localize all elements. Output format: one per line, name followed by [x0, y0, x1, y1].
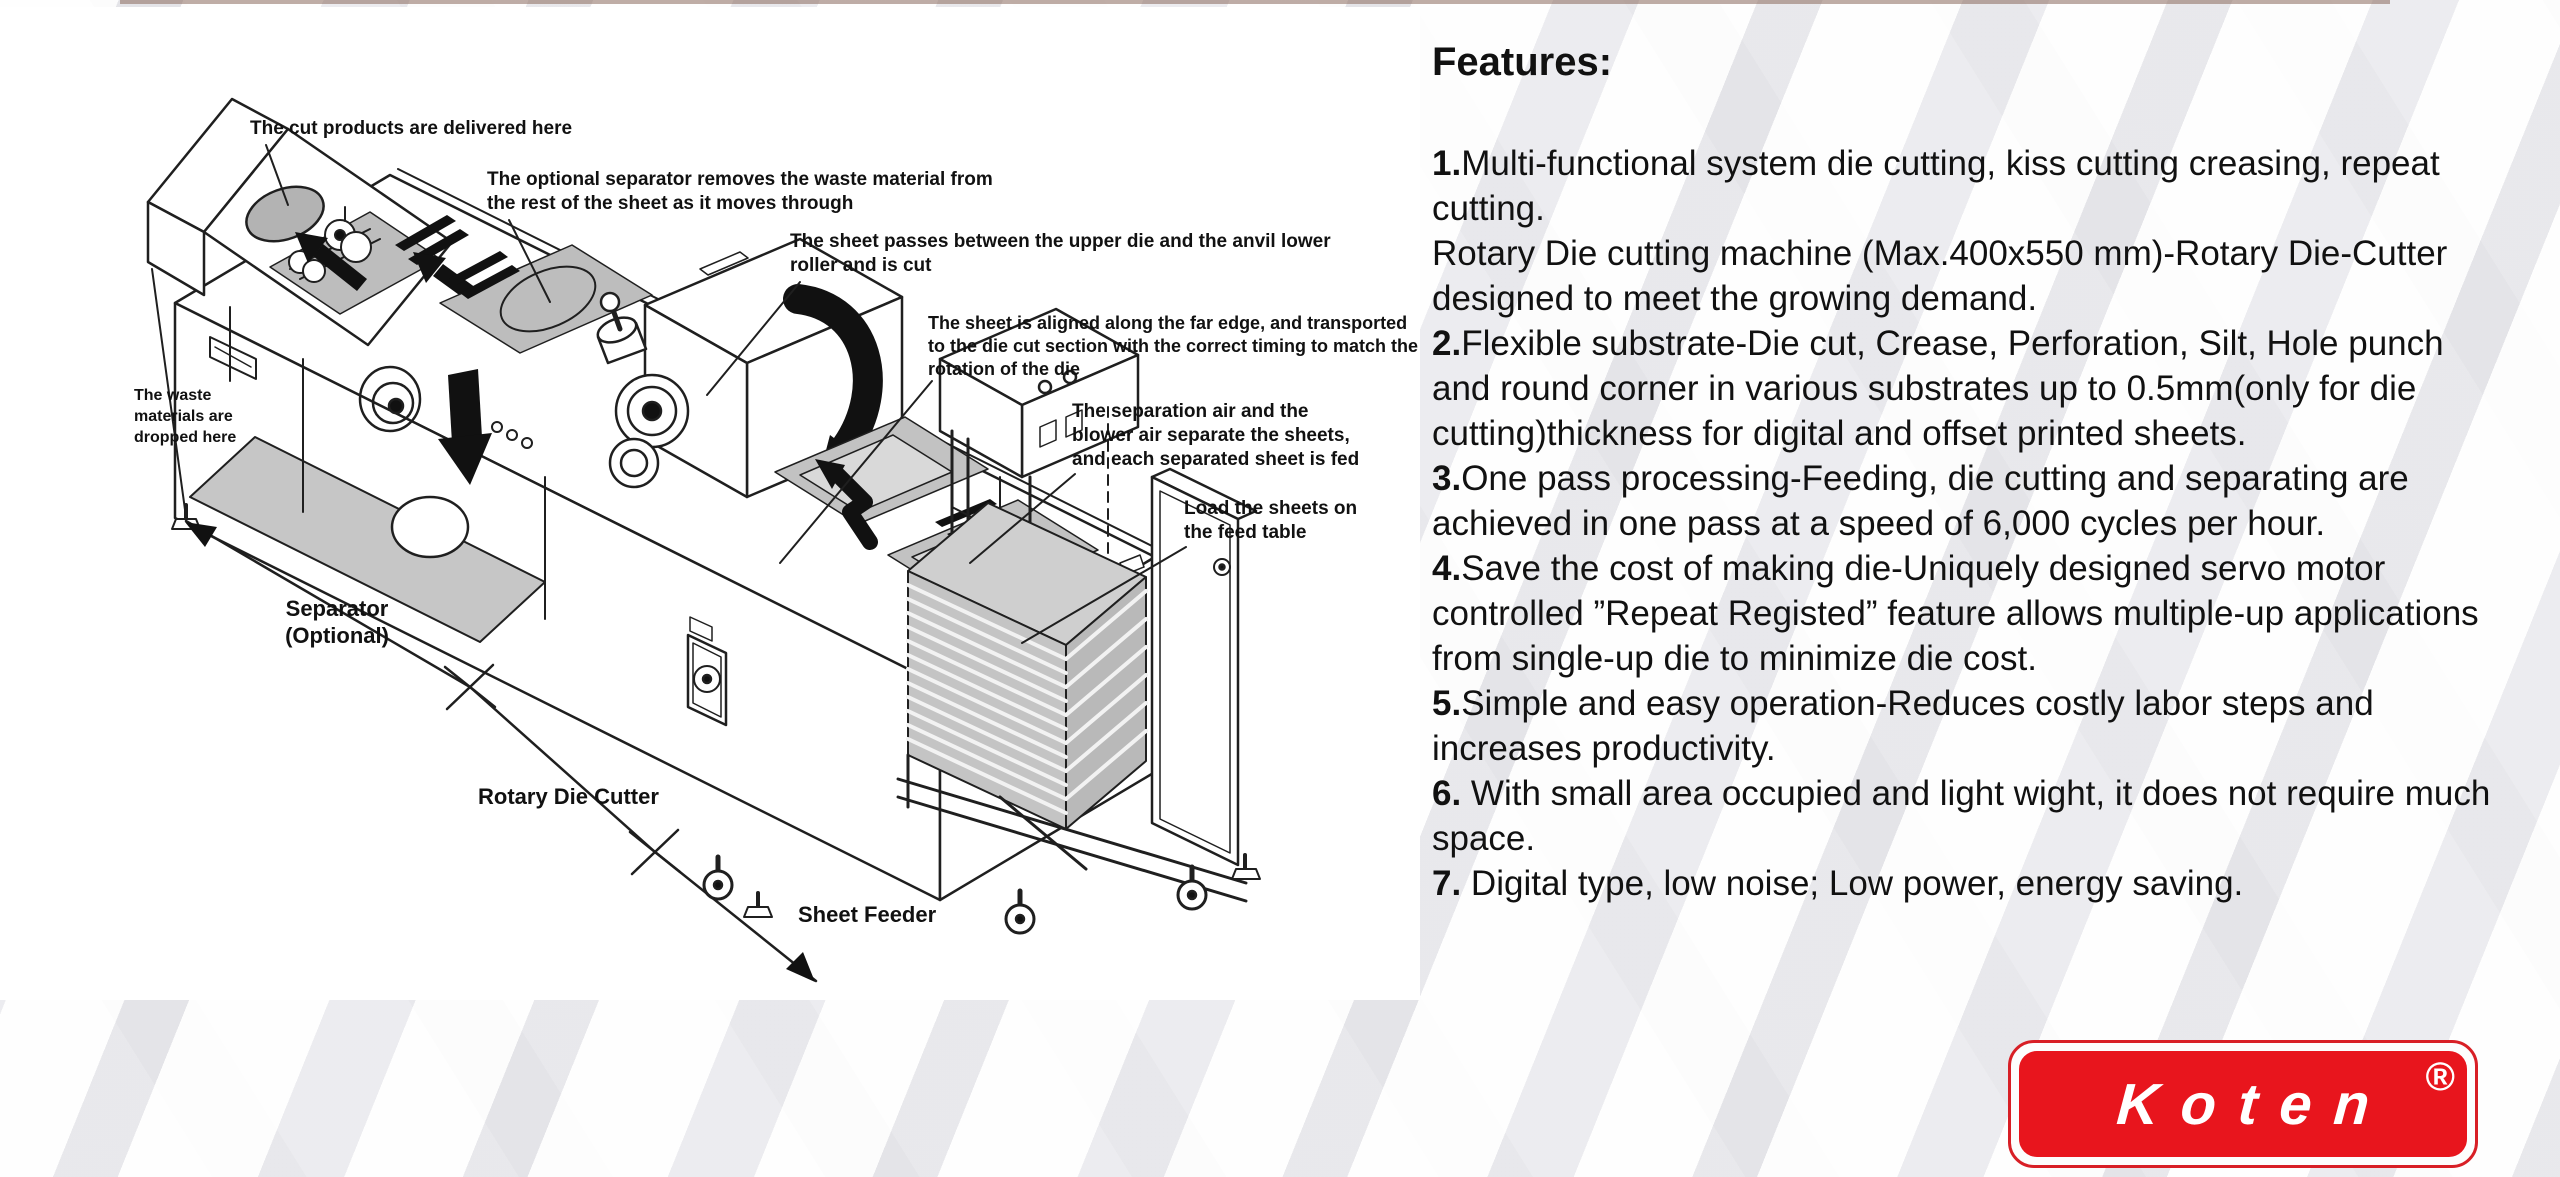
- diagram-label-waste-materials: The waste materials are dropped here: [134, 387, 237, 446]
- diagram-label-separation-air: The separation air and the blower air separate the sheets, and each separated sheet is fed: [1072, 401, 1360, 470]
- feature-item: 1.Multi-functional system die cutting, kiss cutting creasing, repeat cutting.: [1432, 144, 2440, 228]
- diagram-label-sheet-aligned: The sheet is aligned along the far edge, and transported to the die cut section with the correct timing to match the rotation of the die: [928, 313, 1419, 379]
- diagram-label-load-sheets: Load the sheets on the feed table: [1184, 498, 1358, 543]
- diagram-label-rotary-die-cutter: Rotary Die Cutter: [478, 784, 659, 809]
- top-accent-bar: [120, 0, 2390, 4]
- diagram-panel: [0, 7, 1420, 1000]
- feature-item: 6. With small area occupied and light wight, it does not require much space.: [1432, 774, 2491, 858]
- diagram-label-cut-products: The cut products are delivered here: [250, 118, 573, 139]
- feature-item: Rotary Die cutting machine (Max.400x550 mm)-Rotary Die-Cutter designed to meet the growing demand.: [1432, 234, 2448, 318]
- feature-item: 3.One pass processing-Feeding, die cutting and separating are achieved in one pass at a speed of 6,000 cycles per hour.: [1432, 459, 2409, 543]
- feature-item: 5.Simple and easy operation-Reduces costly labor steps and increases productivity.: [1432, 684, 2374, 768]
- registered-trademark-icon: ®: [2425, 1055, 2455, 1099]
- features-heading: Features:: [1432, 40, 1613, 84]
- feature-item: 7. Digital type, low noise; Low power, energy saving.: [1432, 864, 2244, 903]
- feature-item: 2.Flexible substrate-Die cut, Crease, Perforation, Silt, Hole punch and round corner in various substrates up to 0.5mm(only for die cutting)thickness for digital and offset printed sheets.: [1432, 324, 2444, 453]
- features-section: [1432, 40, 2507, 906]
- diagram-label-optional-separator: The optional separator removes the waste material from the rest of the sheet as it moves through: [487, 169, 993, 214]
- diagram-label-separator-optional: Separator (Optional): [285, 596, 389, 648]
- koten-logo-plate: [2019, 1051, 2467, 1157]
- koten-logo-wordmark: Koten: [2114, 1071, 2394, 1137]
- koten-logo: [2008, 1040, 2478, 1168]
- feature-item: 4.Save the cost of making die-Uniquely designed servo motor controlled ”Repeat Registed” feature allows multiple-up applications from single-up die to minimize die cost.: [1432, 549, 2479, 678]
- diagram-label-sheet-passes: The sheet passes between the upper die and the anvil lower roller and is cut: [790, 231, 1331, 276]
- diagram-label-sheet-feeder: Sheet Feeder: [798, 902, 937, 927]
